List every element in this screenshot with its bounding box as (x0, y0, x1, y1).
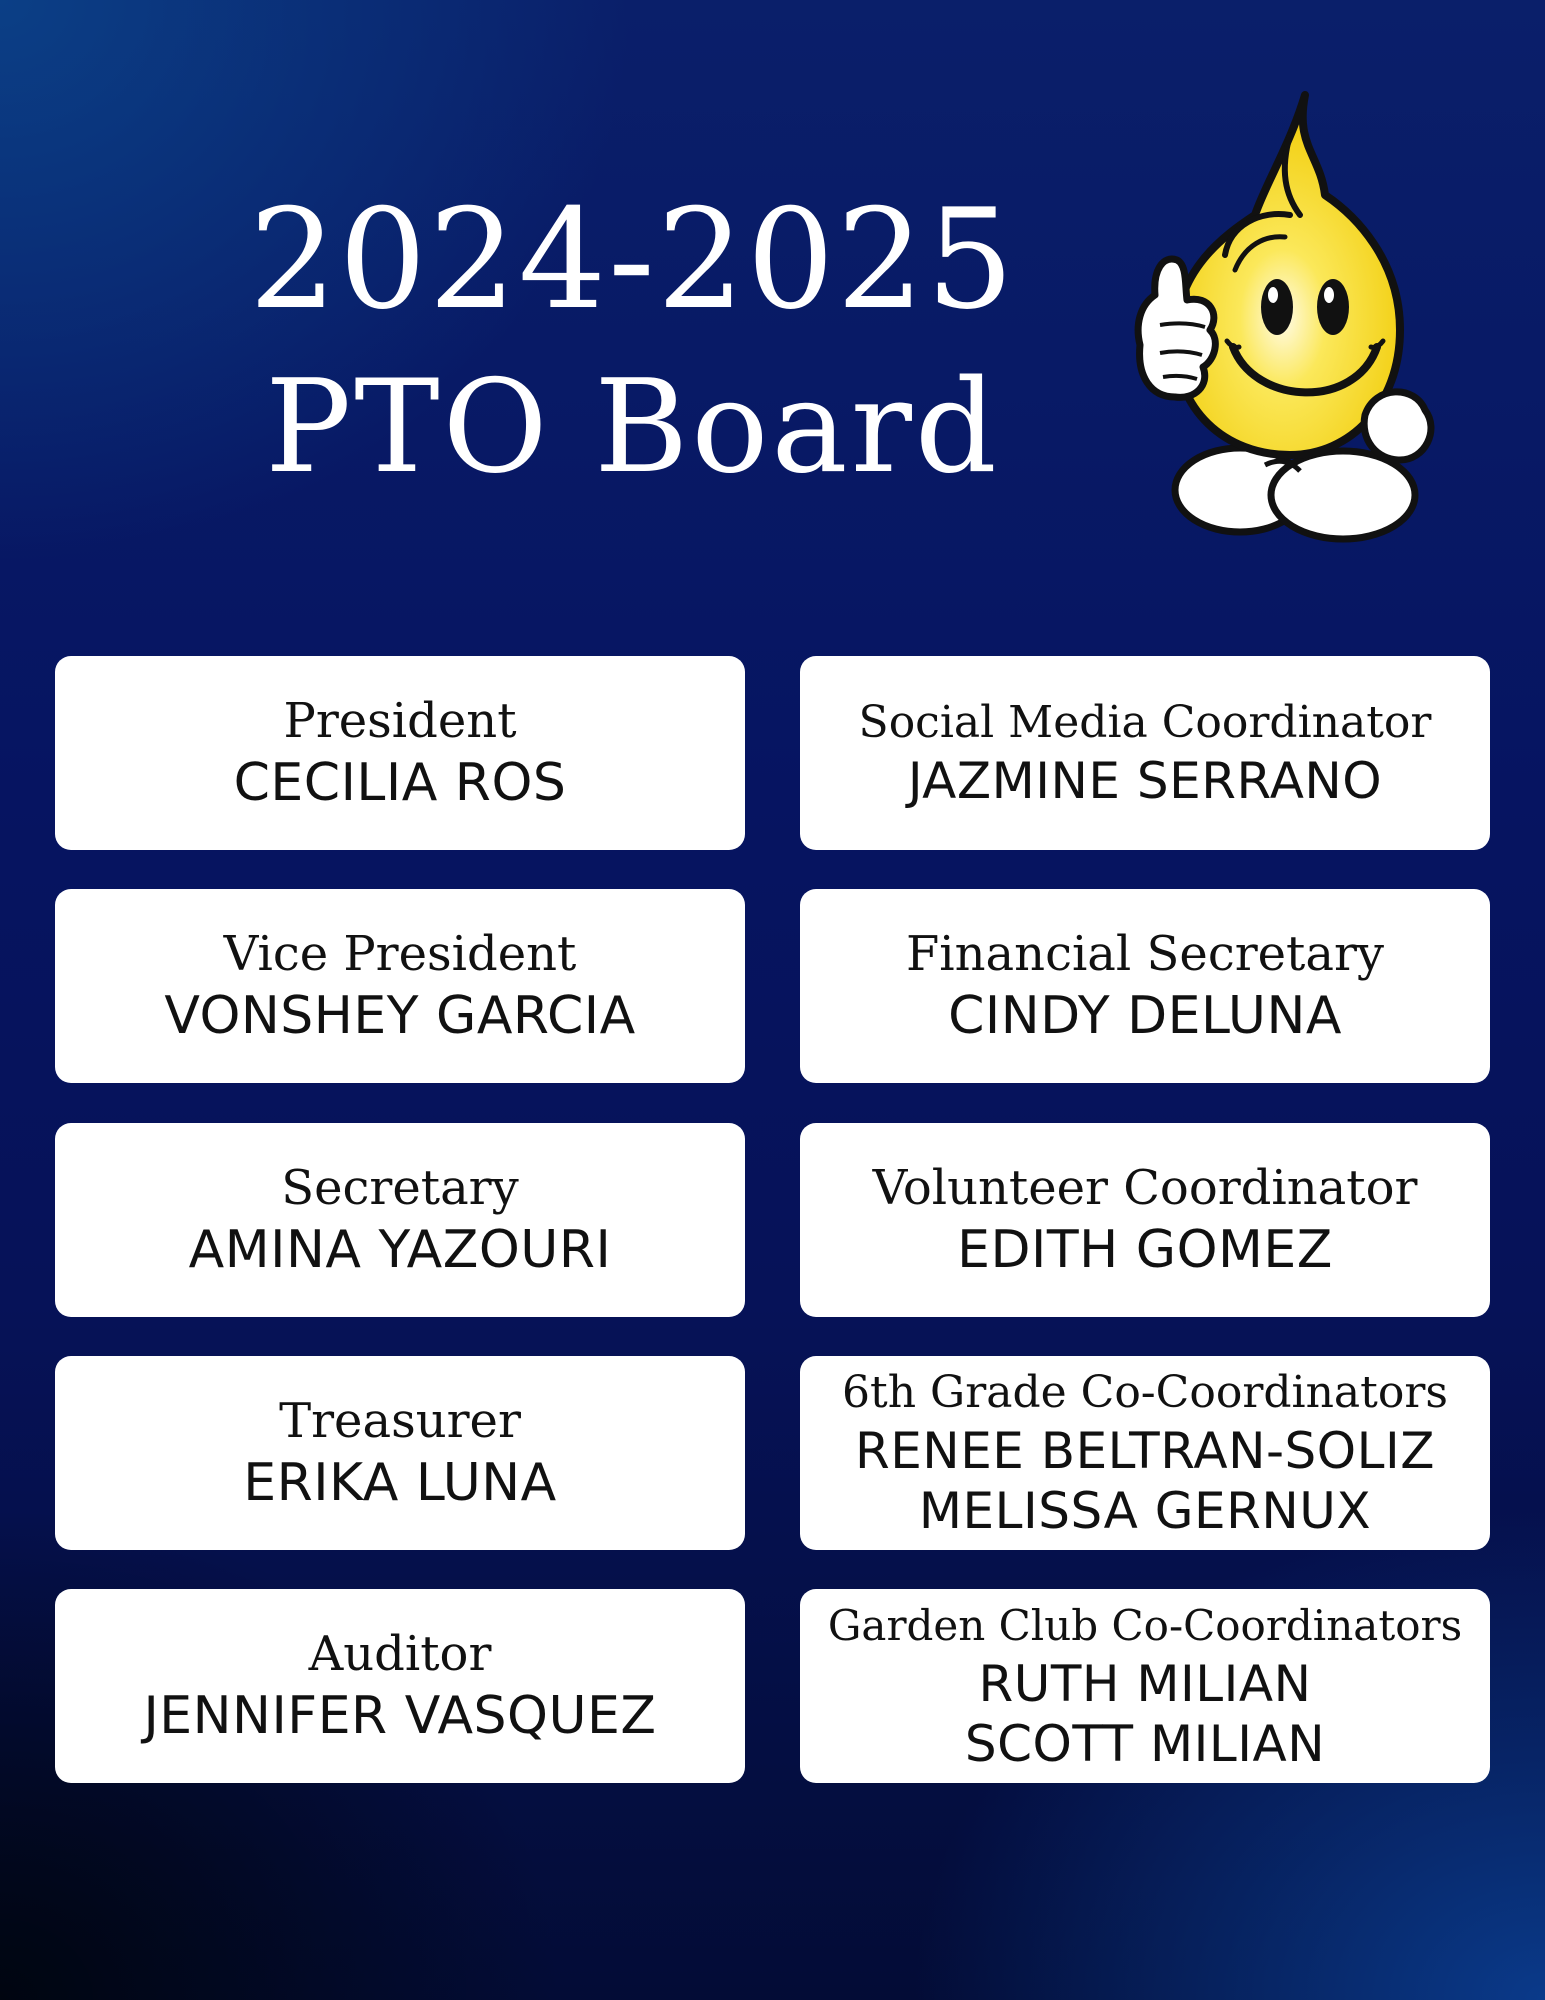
member-name: RUTH MILIAN (978, 1655, 1312, 1713)
member-name: SCOTT MILIAN (964, 1715, 1326, 1773)
member-name: ERIKA LUNA (243, 1453, 557, 1513)
member-name: JENNIFER VASQUEZ (143, 1686, 657, 1746)
board-card-vice-president (55, 889, 745, 1083)
board-card-garden-club-co-coordinators (800, 1589, 1490, 1783)
role-label: Auditor (308, 1626, 492, 1682)
role-label: Treasurer (279, 1393, 521, 1449)
role-label: Vice President (223, 926, 577, 982)
member-name: CINDY DELUNA (948, 986, 1342, 1046)
member-name: EDITH GOMEZ (957, 1220, 1333, 1280)
role-label: President (283, 693, 517, 749)
member-name: VONSHEY GARCIA (164, 986, 636, 1046)
board-card-president (55, 656, 745, 850)
page-title: PTO Board (265, 353, 1000, 502)
role-label: Social Media Coordinator (858, 697, 1432, 748)
member-name: JAZMINE SERRANO (907, 752, 1383, 810)
board-card-treasurer (55, 1356, 745, 1550)
flame-mascot-thumbs-up-icon (1115, 85, 1445, 545)
role-label: Financial Secretary (905, 926, 1385, 982)
role-label: Secretary (281, 1160, 519, 1216)
member-name: CECILIA ROS (233, 753, 567, 813)
board-card-secretary (55, 1123, 745, 1317)
member-name: AMINA YAZOURI (188, 1220, 612, 1280)
member-name: RENEE BELTRAN-SOLIZ (854, 1422, 1436, 1480)
member-name: MELISSA GERNUX (918, 1482, 1372, 1540)
role-label: 6th Grade Co-Coordinators (842, 1367, 1448, 1418)
board-card-financial-secretary (800, 889, 1490, 1083)
title-year: 2024-2025 (248, 179, 1017, 340)
board-card-6th-grade-co-coordinators (800, 1356, 1490, 1550)
board-card-social-media-coordinator (800, 656, 1490, 850)
role-label: Volunteer Coordinator (872, 1160, 1418, 1216)
board-card-auditor (55, 1589, 745, 1783)
role-label: Garden Club Co-Coordinators (827, 1601, 1463, 1650)
board-card-volunteer-coordinator (800, 1123, 1490, 1317)
